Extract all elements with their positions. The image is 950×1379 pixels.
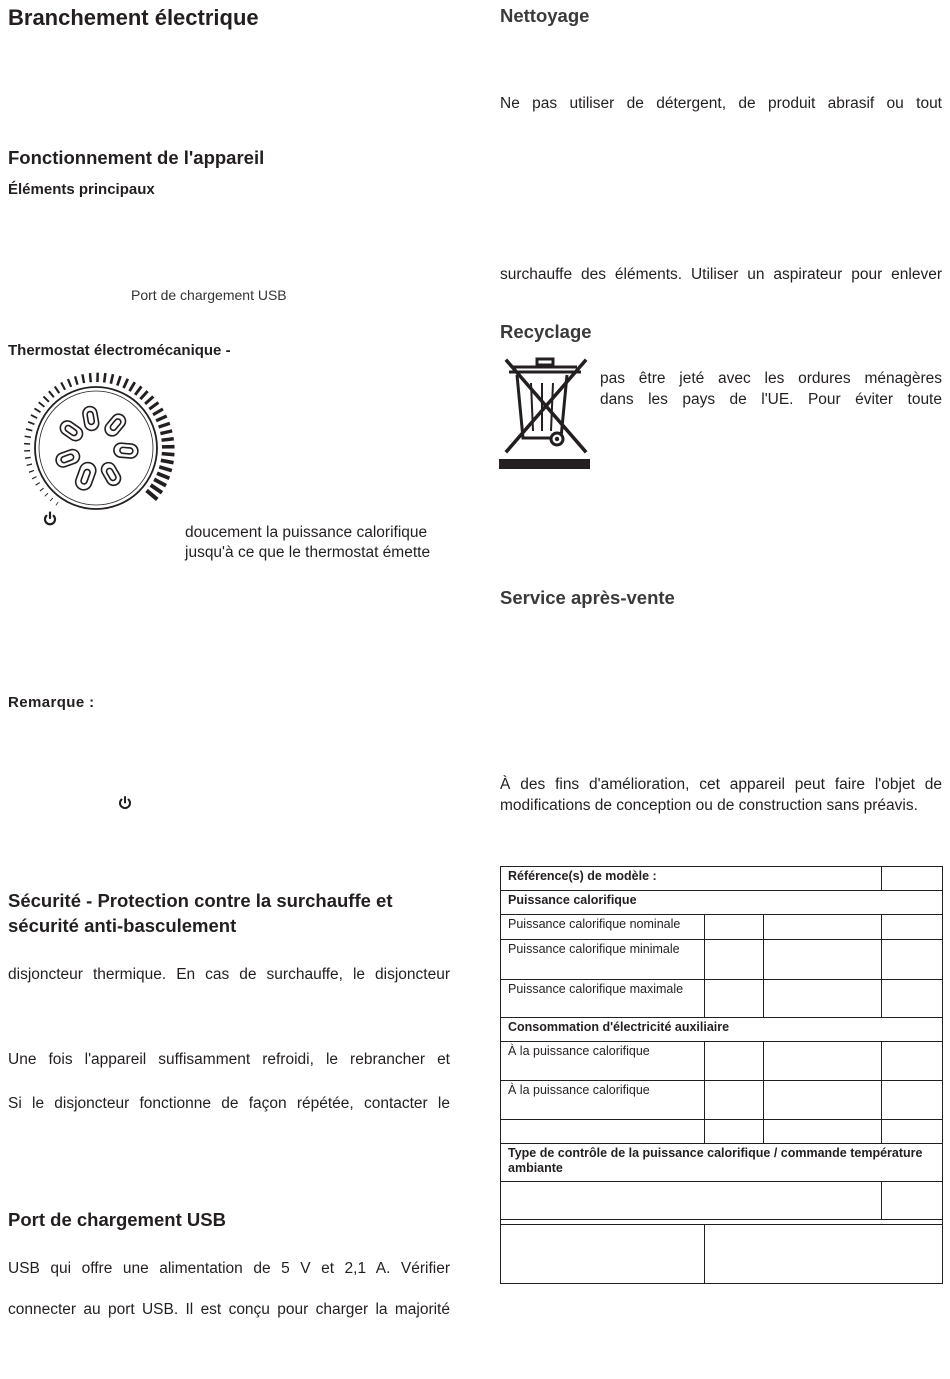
weee-bin-icon (499, 353, 591, 470)
dial-tick (140, 391, 147, 399)
securite-paragraph-2: Une fois l'appareil suffisamment refroidi, le rebrancher et (8, 1051, 450, 1068)
dial-tick (104, 373, 105, 382)
table-cell (705, 1120, 764, 1144)
table-cell (764, 1081, 882, 1120)
dial-tick (75, 376, 77, 384)
dial-tick (25, 457, 31, 458)
dial-tick (157, 473, 169, 478)
dial-tick (50, 498, 53, 501)
dial-tick (124, 379, 128, 388)
dial-tick (39, 402, 45, 407)
dial-tick (160, 431, 172, 434)
thermostat-dial-icon (10, 372, 182, 532)
dial-tick (117, 376, 120, 385)
dial-tick (61, 382, 65, 389)
dial-tick (130, 382, 135, 391)
dial-tick (56, 502, 58, 505)
securite-title-line1: Sécurité - Protection contre la surchauffe et (8, 890, 393, 911)
table-cell (882, 1042, 943, 1081)
puissance-header: Puissance calorifique (501, 891, 943, 915)
conso-header: Consommation d'électricité auxiliaire (501, 1018, 943, 1042)
dial-tick (149, 403, 158, 410)
dial-tick (162, 439, 174, 440)
usb-paragraph-2: connecter au port USB. Il est conçu pour charger la majorité (8, 1301, 450, 1318)
sav-title: Service après-vente (500, 587, 675, 608)
recyclage-title: Recyclage (500, 321, 592, 342)
dial-tick (25, 436, 31, 437)
branchement-title: Branchement électrique (8, 5, 259, 30)
nettoyage-paragraph-2: surchauffe des éléments. Utiliser un aspirateur pour enlever (500, 266, 942, 283)
thermostat-text-line2: jusqu'à ce que le thermostat émette (185, 544, 431, 561)
fonctionnement-title: Fonctionnement de l'appareil (8, 147, 265, 168)
dial-tick (111, 374, 113, 384)
a-la-puissance-1: À la puissance calorifique (501, 1042, 705, 1081)
table-cell (705, 980, 764, 1018)
usb-port-label: Port de chargement USB (131, 287, 287, 303)
table-cell (764, 980, 882, 1018)
table-cell (764, 915, 882, 940)
elements-subtitle: Éléments principaux (8, 181, 155, 198)
dial-tick (151, 485, 162, 493)
table-cell (501, 1225, 705, 1284)
dial-tick (159, 423, 170, 427)
dial-tick (90, 373, 91, 382)
recyclage-line-1: pas être jeté avec les ordures ménagères (600, 370, 942, 387)
table-cell (705, 1042, 764, 1081)
table-cell (705, 1225, 943, 1284)
table-cell (705, 940, 764, 980)
securite-paragraph-3: Si le disjoncteur fonctionne de façon répétée, contacter le (8, 1095, 450, 1112)
dial-tick (82, 374, 84, 383)
table-cell (882, 940, 943, 980)
nettoyage-title: Nettoyage (500, 5, 590, 26)
thermostat-text-line1: doucement la puissance calorifique (185, 524, 428, 541)
dial-tick (154, 479, 166, 485)
table-cell (882, 1120, 943, 1144)
dial-tick (27, 464, 32, 465)
dial-tick (159, 467, 172, 471)
dial-tick (161, 460, 174, 462)
dial-tick (162, 454, 175, 455)
a-la-puissance-2: À la puissance calorifique (501, 1081, 705, 1120)
dial-tick (49, 391, 54, 397)
dial-tick (31, 415, 37, 418)
type-controle-header: Type de contrôle de la puissance calorifique / commande température ambiante (501, 1144, 943, 1182)
securite-paragraph-1: disjoncteur thermique. En cas de surchauffe, le disjoncteur (8, 966, 450, 983)
table-cell (764, 940, 882, 980)
table-cell (764, 1042, 882, 1081)
dial-tick (40, 488, 44, 491)
table-cell (705, 915, 764, 940)
dial-tick (28, 422, 34, 424)
securite-title-line2: sécurité anti-basculement (8, 915, 237, 936)
table-cell (882, 980, 943, 1018)
nettoyage-paragraph-1: Ne pas utiliser de détergent, de produit abrasif ou tout (500, 95, 942, 112)
reference-value-cell (882, 867, 943, 891)
dial-tick (43, 396, 48, 401)
dial-tick (156, 416, 167, 421)
spec-table (500, 866, 943, 1284)
usb-title: Port de chargement USB (8, 1209, 226, 1230)
dial-tick (153, 409, 163, 415)
table-cell (705, 1081, 764, 1120)
dial-tick (29, 470, 34, 472)
table-cell (501, 1120, 705, 1144)
dial-tick (34, 408, 40, 412)
table-cell (882, 1081, 943, 1120)
amelioration-line-1: À des fins d'amélioration, cet appareil peut faire l'objet de (500, 776, 942, 793)
usb-paragraph-1: USB qui offre une alimentation de 5 V et 2,1 A. Vérifier (8, 1260, 450, 1277)
dial-tick (32, 477, 37, 479)
nominale-label: Puissance calorifique nominale (501, 915, 705, 940)
dial-tick (36, 483, 40, 486)
amelioration-line-2: modifications de conception ou de construction sans préavis. (500, 797, 918, 814)
dial-tick (26, 429, 32, 431)
maximale-label: Puissance calorifique maximale (501, 980, 705, 1018)
dial-tick (147, 490, 158, 499)
reference-label: Référence(s) de modèle : (501, 867, 882, 891)
table-cell (882, 1182, 943, 1220)
table-cell (501, 1182, 882, 1220)
dial-tick (135, 386, 141, 395)
dial-tick (45, 493, 48, 496)
minimale-label: Puissance calorifique minimale (501, 940, 705, 980)
table-cell (764, 1120, 882, 1144)
dial-tick (55, 386, 59, 393)
recyclage-line-2: dans les pays de l'UE. Pour éviter toute (600, 391, 942, 408)
remarque-label: Remarque : (8, 694, 95, 711)
power-icon (117, 795, 133, 811)
dial-tick (145, 397, 153, 404)
table-cell (882, 915, 943, 940)
thermostat-subtitle: Thermostat électromécanique - (8, 342, 231, 359)
dial-tick (68, 379, 71, 387)
